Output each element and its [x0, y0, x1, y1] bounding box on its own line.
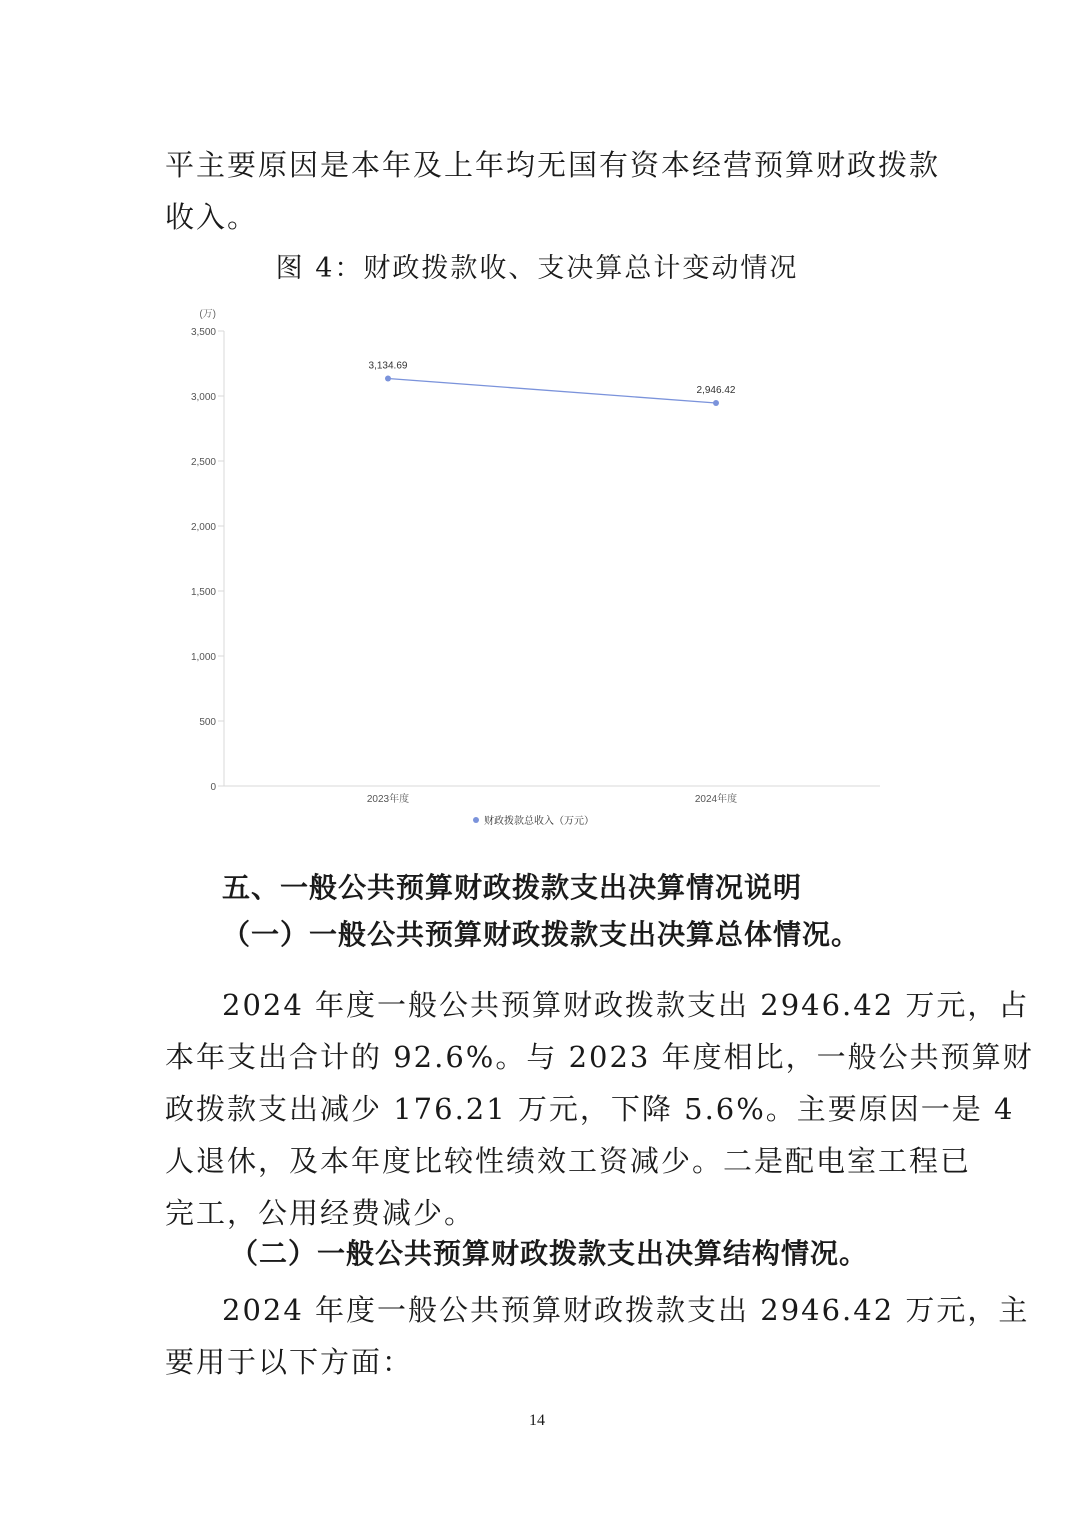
legend-marker [473, 817, 479, 823]
paragraph-line: 政拨款支出减少 176.21 万元，下降 5.6%。主要原因一是 4 [165, 1092, 1015, 1126]
y-axis-unit-label: (万) [199, 309, 216, 320]
y-tick-label: 1,500 [190, 587, 216, 598]
series-line [388, 378, 716, 402]
subsection-heading: （一）一般公共预算财政拨款支出决算总体情况。 [222, 918, 861, 951]
y-tick-label: 1,000 [190, 652, 216, 663]
paragraph-line: 收入。 [165, 200, 259, 234]
x-tick-label: 2023年度 [366, 794, 410, 805]
data-label: 3,134.69 [368, 360, 408, 372]
paragraph-line: 平主要原因是本年及上年均无国有资本经营预算财政拨款 [165, 148, 941, 182]
paragraph-line: 2024 年度一般公共预算财政拨款支出 2946.42 万元，占 [222, 988, 1030, 1022]
line-chart [160, 296, 900, 841]
data-label: 2,946.42 [696, 384, 736, 396]
page-number: 14 [529, 1412, 545, 1429]
y-tick-label: 500 [199, 717, 216, 728]
x-tick-label: 2024年度 [694, 794, 738, 805]
legend-label: 财政拨款总收入（万元） [484, 816, 594, 827]
y-tick-label: 0 [210, 782, 216, 793]
paragraph-line: 2024 年度一般公共预算财政拨款支出 2946.42 万元，主 [222, 1293, 1030, 1327]
data-point [385, 375, 391, 381]
figure-caption: 图 4：财政拨款收、支决算总计变动情况 [275, 253, 799, 284]
section-heading: 五、一般公共预算财政拨款支出决算情况说明 [222, 871, 803, 904]
y-tick-label: 3,000 [190, 392, 216, 403]
paragraph-line: 要用于以下方面： [165, 1345, 414, 1379]
y-tick-label: 2,500 [190, 457, 216, 468]
y-tick-label: 3,500 [190, 327, 216, 338]
paragraph-line: 完工，公用经费减少。 [165, 1196, 476, 1230]
y-tick-label: 2,000 [190, 522, 216, 533]
paragraph-line: 人退休，及本年度比较性绩效工资减少。二是配电室工程已 [165, 1144, 972, 1178]
subsection-heading: （二）一般公共预算财政拨款支出决算结构情况。 [230, 1237, 869, 1270]
paragraph-line: 本年支出合计的 92.6%。与 2023 年度相比，一般公共预算财 [165, 1040, 1034, 1074]
data-point [713, 400, 719, 406]
